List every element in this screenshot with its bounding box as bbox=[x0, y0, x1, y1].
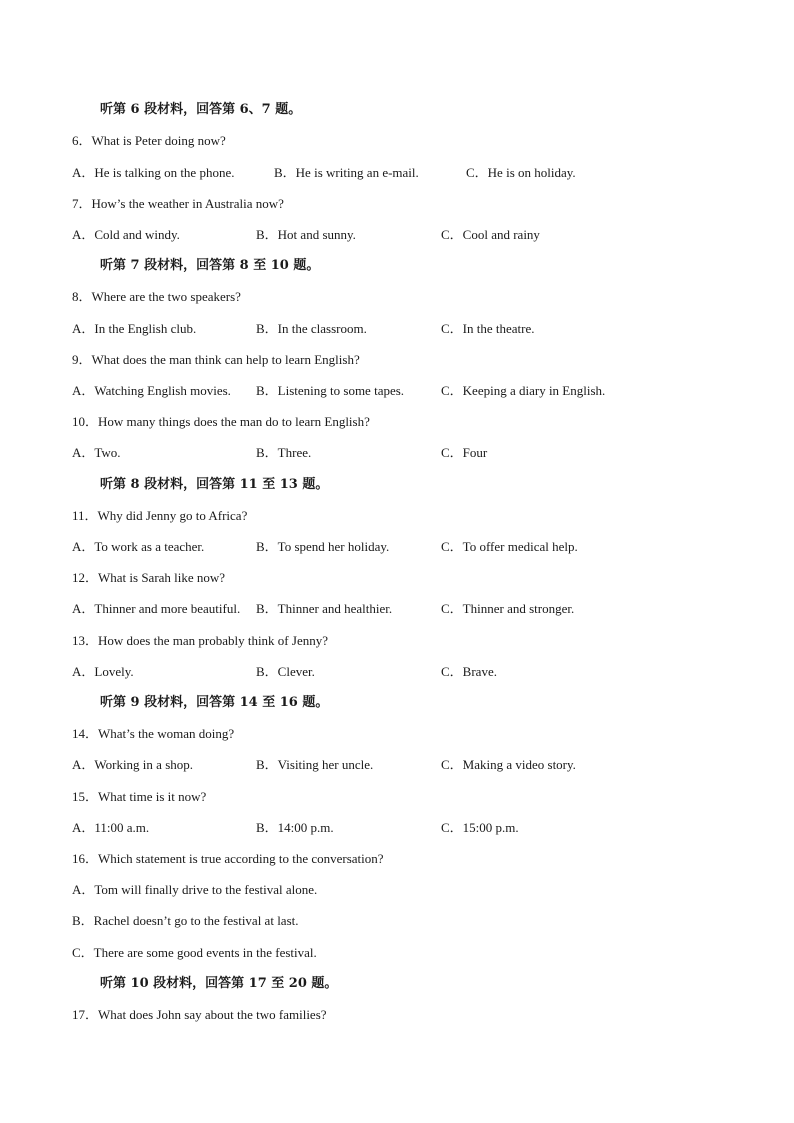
q13-option-a: A．Lovely. bbox=[72, 664, 134, 679]
q12-option-c: C．Thinner and stronger. bbox=[441, 601, 575, 616]
question-14: 14．What’s the woman doing? bbox=[72, 726, 235, 741]
q15-option-c: C．15:00 p.m. bbox=[441, 820, 519, 835]
q8-option-b: B．In the classroom. bbox=[256, 321, 367, 336]
q9-option-b: B．Listening to some tapes. bbox=[256, 383, 405, 398]
q11-option-a: A．To work as a teacher. bbox=[72, 539, 205, 554]
q12-option-b: B．Thinner and healthier. bbox=[256, 601, 393, 616]
question-15: 15．What time is it now? bbox=[72, 789, 207, 804]
q14-option-c: C．Making a video story. bbox=[441, 757, 576, 772]
q7-option-b: B．Hot and sunny. bbox=[256, 227, 356, 242]
q11-option-c: C．To offer medical help. bbox=[441, 539, 578, 554]
section-heading-10: 听第 10 段材料，回答第 17 至 20 题。 bbox=[100, 976, 338, 991]
q15-option-a: A．11:00 a.m. bbox=[72, 820, 150, 835]
q10-option-c: C．Four bbox=[441, 445, 488, 460]
section-heading-6: 听第 6 段材料，回答第 6、7 题。 bbox=[100, 102, 302, 117]
question-16: 16．Which statement is true according to the conversation? bbox=[72, 851, 384, 866]
q9-option-a: A．Watching English movies. bbox=[72, 383, 231, 398]
q14-option-a: A．Working in a shop. bbox=[72, 757, 193, 772]
q10-option-b: B．Three. bbox=[256, 445, 312, 460]
q13-option-b: B．Clever. bbox=[256, 664, 315, 679]
q11-option-b: B．To spend her holiday. bbox=[256, 539, 390, 554]
q8-option-c: C．In the theatre. bbox=[441, 321, 535, 336]
q8-option-a: A．In the English club. bbox=[72, 321, 197, 336]
question-12: 12．What is Sarah like now? bbox=[72, 570, 226, 585]
q14-option-b: B．Visiting her uncle. bbox=[256, 757, 374, 772]
q7-option-a: A．Cold and windy. bbox=[72, 227, 180, 242]
q12-option-a: A．Thinner and more beautiful. bbox=[72, 601, 241, 616]
question-7: 7．How’s the weather in Australia now? bbox=[72, 196, 284, 211]
q7-option-c: C．Cool and rainy bbox=[441, 227, 540, 242]
q6-option-c: C．He is on holiday. bbox=[466, 165, 576, 180]
q16-option-a: A．Tom will finally drive to the festival alone. bbox=[72, 882, 318, 897]
q13-option-c: C．Brave. bbox=[441, 664, 497, 679]
question-8: 8．Where are the two speakers? bbox=[72, 289, 241, 304]
q6-option-b: B．He is writing an e-mail. bbox=[274, 165, 419, 180]
section-heading-8: 听第 8 段材料，回答第 11 至 13 题。 bbox=[100, 477, 329, 492]
question-9: 9．What does the man think can help to learn English? bbox=[72, 352, 360, 367]
question-17: 17．What does John say about the two families? bbox=[72, 1007, 327, 1022]
question-11: 11．Why did Jenny go to Africa? bbox=[72, 508, 248, 523]
question-13: 13．How does the man probably think of Jenny? bbox=[72, 633, 328, 648]
q6-option-a: A．He is talking on the phone. bbox=[72, 165, 235, 180]
section-heading-7: 听第 7 段材料，回答第 8 至 10 题。 bbox=[100, 258, 320, 273]
q16-option-c: C．There are some good events in the festival. bbox=[72, 945, 317, 960]
q10-option-a: A．Two. bbox=[72, 445, 121, 460]
q9-option-c: C．Keeping a diary in English. bbox=[441, 383, 606, 398]
section-heading-9: 听第 9 段材料，回答第 14 至 16 题。 bbox=[100, 695, 329, 710]
q15-option-b: B．14:00 p.m. bbox=[256, 820, 334, 835]
question-10: 10．How many things does the man do to learn English? bbox=[72, 414, 370, 429]
question-6: 6．What is Peter doing now? bbox=[72, 133, 226, 148]
q16-option-b: B．Rachel doesn’t go to the festival at last. bbox=[72, 913, 299, 928]
